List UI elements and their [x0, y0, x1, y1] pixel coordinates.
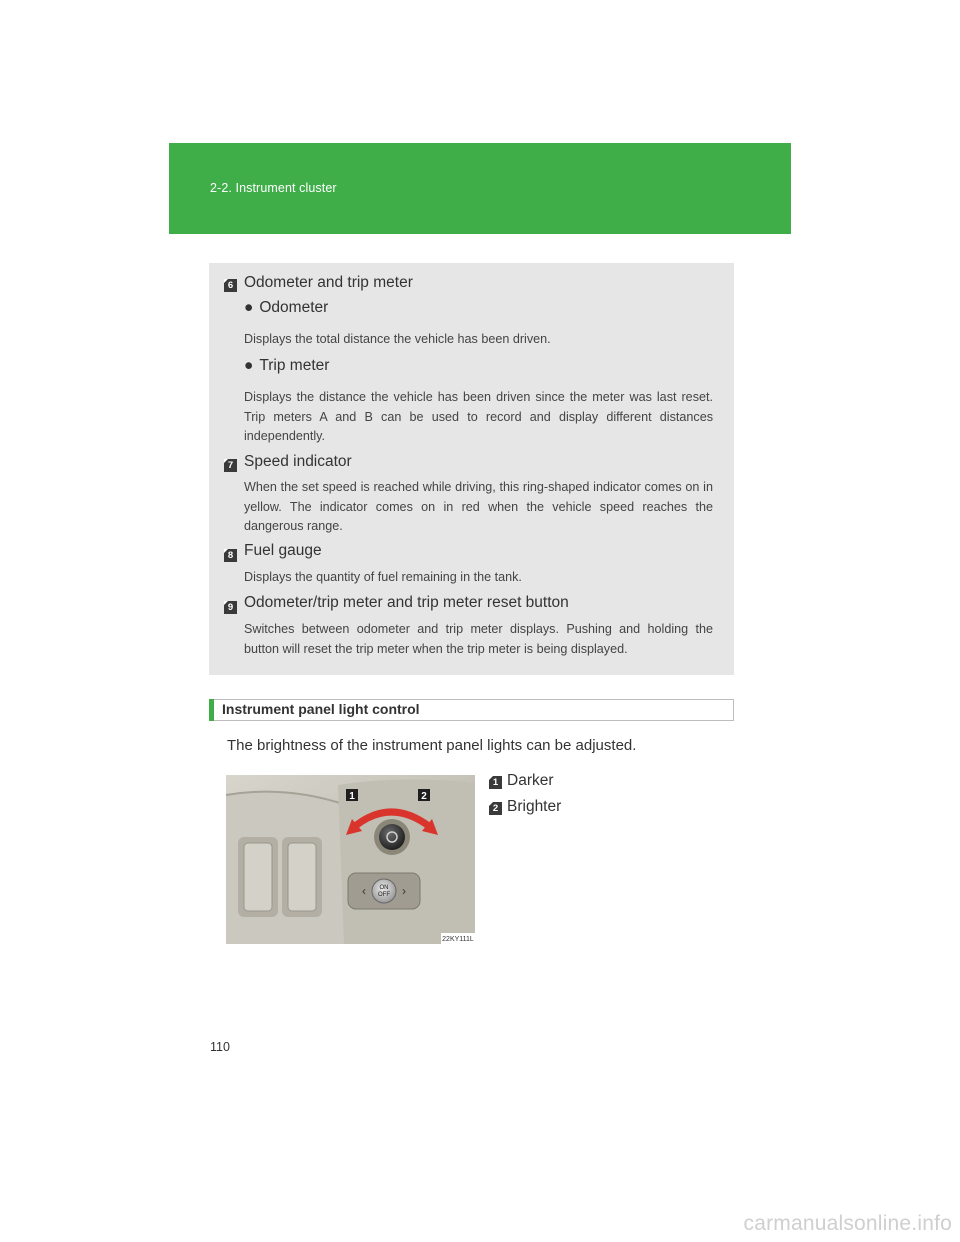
- info-box: [209, 263, 734, 675]
- legend-label: Brighter: [507, 798, 562, 815]
- item-title: Speed indicator: [244, 453, 352, 470]
- svg-text:2: 2: [421, 791, 427, 802]
- footer-band: [0, 1207, 960, 1242]
- section-heading-accent: [209, 699, 214, 721]
- legend-number-badge: 2: [489, 802, 502, 815]
- header-band: [169, 143, 791, 234]
- bullet-icon: ●: [244, 357, 254, 374]
- svg-text:OFF: OFF: [378, 892, 390, 898]
- item-number-badge: 9: [224, 601, 237, 614]
- dashboard-illustration: [226, 775, 475, 944]
- item-description: Switches between odometer and trip meter displays. Pushing and holding the button will reset the trip meter when the trip meter is being displayed.: [244, 622, 713, 656]
- item-title: Odometer and trip meter: [244, 274, 413, 291]
- svg-text:ON: ON: [379, 885, 389, 891]
- svg-text:›: ›: [402, 884, 406, 898]
- legend-number-badge: 1: [489, 776, 502, 789]
- section-body-text: The brightness of the instrument panel lights can be adjusted.: [227, 737, 637, 754]
- bullet-icon: ●: [244, 299, 254, 316]
- subitem-title-odometer: ● Odometer: [244, 299, 329, 316]
- subitem-description: Displays the distance the vehicle has been driven since the meter was last reset. Trip meters A and B can be used to record and display different distances independently.: [244, 390, 713, 443]
- subitem-description: Displays the total distance the vehicle has been driven.: [244, 332, 551, 346]
- instrument-panel-knob-photo: [226, 775, 475, 944]
- item-description: When the set speed is reached while driving, this ring-shaped indicator comes on in yellow. The indicator comes on in red when the vehicle speed reaches the dangerous range.: [244, 480, 713, 533]
- legend-label: Darker: [507, 772, 554, 789]
- svg-text:1: 1: [349, 791, 355, 802]
- svg-text:22KY111L: 22KY111L: [442, 936, 474, 943]
- svg-text:‹: ‹: [362, 884, 366, 898]
- subitem-title-trip-meter: ● Trip meter: [244, 357, 330, 374]
- page-number: 110: [210, 1040, 230, 1054]
- item-number-badge: 7: [224, 459, 237, 472]
- item-title: Odometer/trip meter and trip meter reset button: [244, 594, 569, 611]
- item-description: Displays the quantity of fuel remaining in the tank.: [244, 570, 522, 584]
- watermark: carmanualsonline.info: [743, 1212, 952, 1235]
- section-heading: Instrument panel light control: [222, 701, 420, 717]
- section-heading-box: [209, 699, 734, 721]
- item-title: Fuel gauge: [244, 542, 322, 559]
- item-number-badge: 8: [224, 549, 237, 562]
- section-label: 2-2. Instrument cluster: [210, 181, 337, 195]
- item-number-badge: 6: [224, 279, 237, 292]
